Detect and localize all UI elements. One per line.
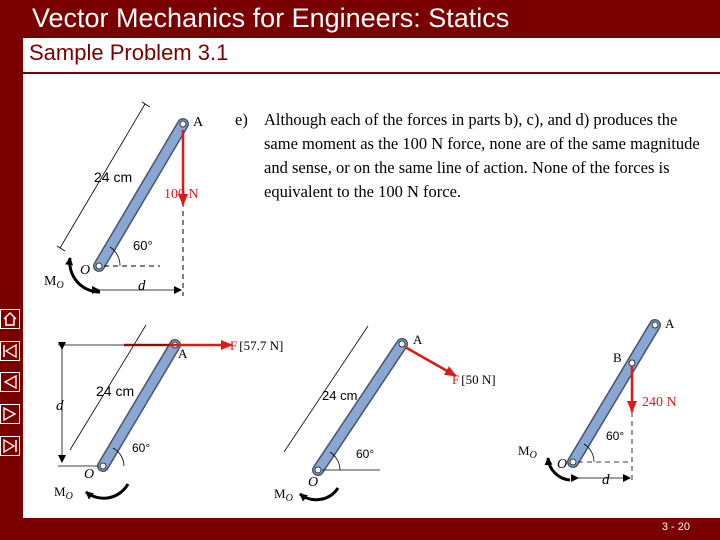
svg-text:A: A	[665, 316, 675, 331]
slide-subtitle: Sample Problem 3.1	[29, 40, 229, 65]
explanation-body: Although each of the forces in parts b), c), and d) produces the same moment as the 100 N force, none are of the same magnitude and sense, or on the same line of action. None of the forces is equivalent to the 100 N force.	[264, 110, 700, 201]
next-slide-icon	[1, 405, 19, 423]
label-moment: $M_O$	[44, 274, 64, 291]
subtitle-bar	[23, 38, 720, 74]
moment-arrow	[86, 484, 128, 498]
svg-text:MO: $M_O$	[518, 443, 537, 461]
svg-text:60°: 60°	[132, 441, 151, 455]
svg-text:O: O	[557, 457, 568, 472]
svg-text:A: A	[413, 332, 423, 347]
svg-text:MO: $M_O$	[274, 486, 293, 504]
home-button[interactable]	[0, 309, 20, 329]
explanation-text	[235, 108, 705, 204]
last-slide-icon	[1, 437, 19, 455]
previous-slide-button[interactable]	[0, 372, 20, 392]
first-slide-button[interactable]	[0, 341, 20, 361]
svg-text:d: d	[56, 398, 64, 414]
diagram-2	[54, 325, 283, 502]
svg-text:60°: 60°	[356, 447, 375, 461]
label-a: A	[193, 115, 204, 130]
svg-text:O: O	[308, 475, 319, 490]
label-angle: 60°	[133, 238, 153, 253]
svg-text:24 cm: 24 cm	[96, 383, 135, 399]
footer-bar	[23, 518, 720, 540]
last-slide-button[interactable]	[0, 436, 20, 456]
previous-slide-icon	[1, 373, 19, 391]
svg-text:240 N: 240 N	[642, 395, 677, 410]
slide-title: Vector Mechanics for Engineers: Statics	[32, 3, 510, 33]
label-force: 100 N	[164, 187, 199, 202]
label-length: 24 cm	[94, 169, 133, 185]
svg-text:MO: $M_O$	[54, 484, 73, 502]
page-number: 3 - 20	[661, 521, 690, 533]
svg-text:A: A	[178, 346, 188, 361]
first-slide-icon	[1, 342, 19, 360]
label-o: O	[80, 263, 91, 278]
svg-text:B: B	[613, 350, 622, 365]
svg-text:60°: 60°	[606, 429, 625, 443]
diagram-1	[44, 102, 204, 296]
label-force: F [50 N]	[452, 372, 496, 387]
diagram-4	[518, 316, 677, 488]
diagram-3	[274, 326, 496, 504]
svg-text:O: O	[84, 467, 95, 482]
pin-o	[96, 263, 102, 269]
label-d: d	[138, 278, 146, 294]
svg-text:d: d	[602, 472, 610, 488]
label-force: F [57.7 N]	[230, 338, 284, 353]
svg-text:24 cm: 24 cm	[322, 388, 358, 403]
pin-a	[180, 121, 186, 127]
slide-content	[23, 74, 720, 518]
home-icon	[1, 310, 19, 328]
next-slide-button[interactable]	[0, 404, 20, 424]
moment-arrow	[300, 488, 338, 500]
item-label: e)	[235, 110, 248, 129]
force-arrow	[405, 347, 456, 376]
